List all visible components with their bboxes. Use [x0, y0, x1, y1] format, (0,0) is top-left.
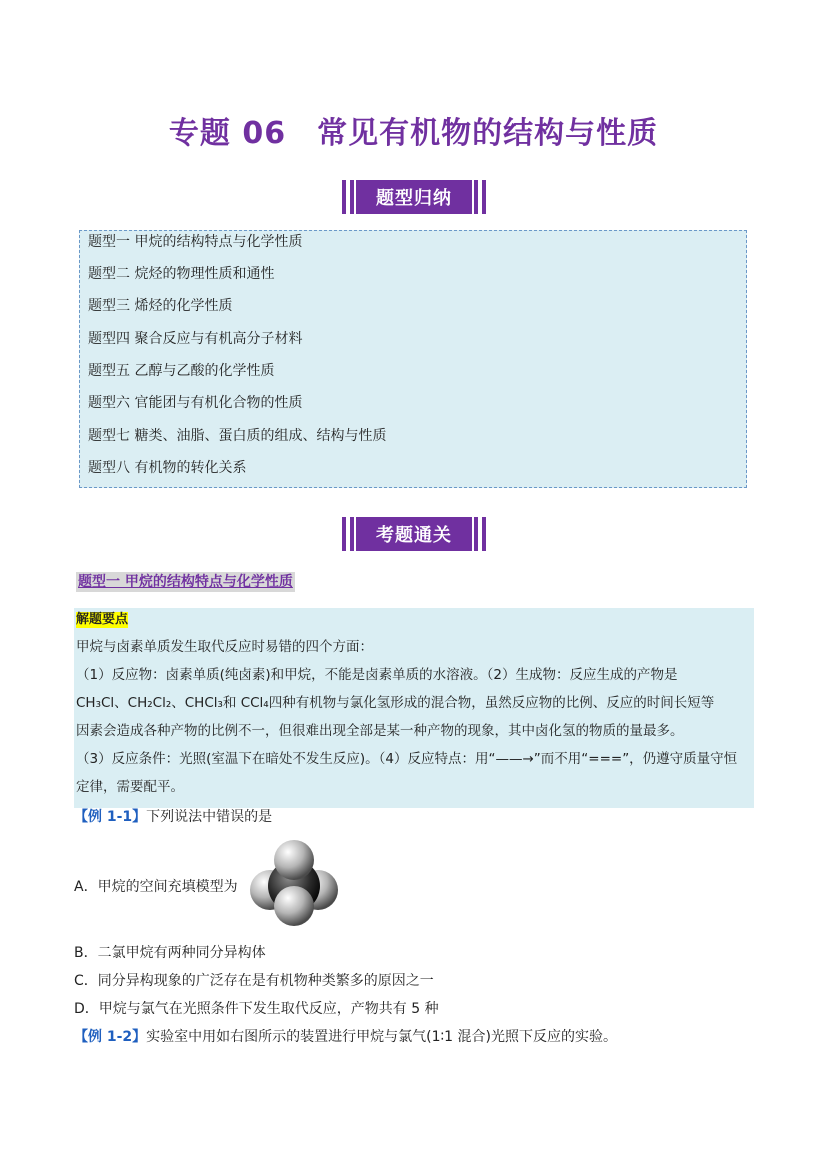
example-2-stem — [74, 1028, 617, 1046]
banner-bar — [342, 517, 346, 551]
question-types-box — [79, 230, 747, 488]
key-point-line: CH₃Cl、CH₂Cl₂、CHCl₃和 CCl₄四种有机物与氯化氢形成的混合物，虽然反应物的比例、反应的时间长短等 — [76, 695, 715, 711]
banner-bar — [482, 517, 486, 551]
type-item: 题型六 官能团与有机化合物的性质 — [88, 395, 303, 411]
page-title: 专题 06 常见有机物的结构与性质 — [168, 116, 659, 151]
type-item: 题型五 乙醇与乙酸的化学性质 — [88, 363, 275, 379]
option-b: B．二氯甲烷有两种同分异构体 — [74, 945, 266, 961]
banner-bar — [350, 517, 354, 551]
type-item: 题型二 烷烃的物理性质和通性 — [88, 266, 275, 282]
banner-label: 题型归纳 — [356, 180, 472, 214]
example-tag: 【例 1-1】 — [74, 809, 147, 825]
banner-label: 考题通关 — [356, 517, 472, 551]
option-c: C．同分异构现象的广泛存在是有机物种类繁多的原因之一 — [74, 973, 434, 989]
key-points-box — [74, 608, 754, 808]
option-a: A．甲烷的空间充填模型为 — [74, 879, 238, 895]
type-item: 题型一 甲烷的结构特点与化学性质 — [88, 234, 303, 250]
key-point-line: 甲烷与卤素单质发生取代反应时易错的四个方面： — [76, 639, 373, 655]
option-d: D．甲烷与氯气在光照条件下发生取代反应，产物共有 5 种 — [74, 1001, 439, 1017]
example-text: 下列说法中错误的是 — [146, 809, 273, 825]
key-points-label: 解题要点 — [76, 612, 129, 627]
banner-bar — [350, 180, 354, 214]
key-point-line: （1）反应物：卤素单质(纯卤素)和甲烷，不能是卤素单质的水溶液。（2）生成物：反应生成的产物是 — [76, 667, 678, 683]
example-tag: 【例 1-2】 — [74, 1029, 147, 1045]
methane-space-filling-model-icon — [246, 834, 342, 930]
section-heading: 题型一 甲烷的结构特点与化学性质 — [78, 574, 293, 590]
type-item: 题型四 聚合反应与有机高分子材料 — [88, 331, 303, 347]
example-text: 实验室中用如右图所示的装置进行甲烷与氯气(1∶1 混合)光照下反应的实验。 — [146, 1029, 618, 1045]
banner-bar — [342, 180, 346, 214]
key-point-line: 因素会造成各种产物的比例不一，但很难出现全部是某一种产物的现象，其中卤化氢的物质的量最多。 — [76, 723, 684, 739]
key-point-line: （3）反应条件：光照(室温下在暗处不发生反应)。（4）反应特点：用“——→”而不用“===”，仍遵守质量守恒 — [76, 751, 738, 767]
type-item: 题型三 烯烃的化学性质 — [88, 298, 233, 314]
type-item: 题型八 有机物的转化关系 — [88, 460, 247, 476]
banner-bar — [474, 180, 478, 214]
banner-exam — [342, 517, 486, 551]
banner-question-types — [342, 180, 486, 214]
key-point-line: 定律，需要配平。 — [76, 779, 184, 795]
banner-bar — [474, 517, 478, 551]
example-1-stem — [74, 808, 272, 826]
banner-bar — [482, 180, 486, 214]
type-item: 题型七 糖类、油脂、蛋白质的组成、结构与性质 — [88, 428, 387, 444]
